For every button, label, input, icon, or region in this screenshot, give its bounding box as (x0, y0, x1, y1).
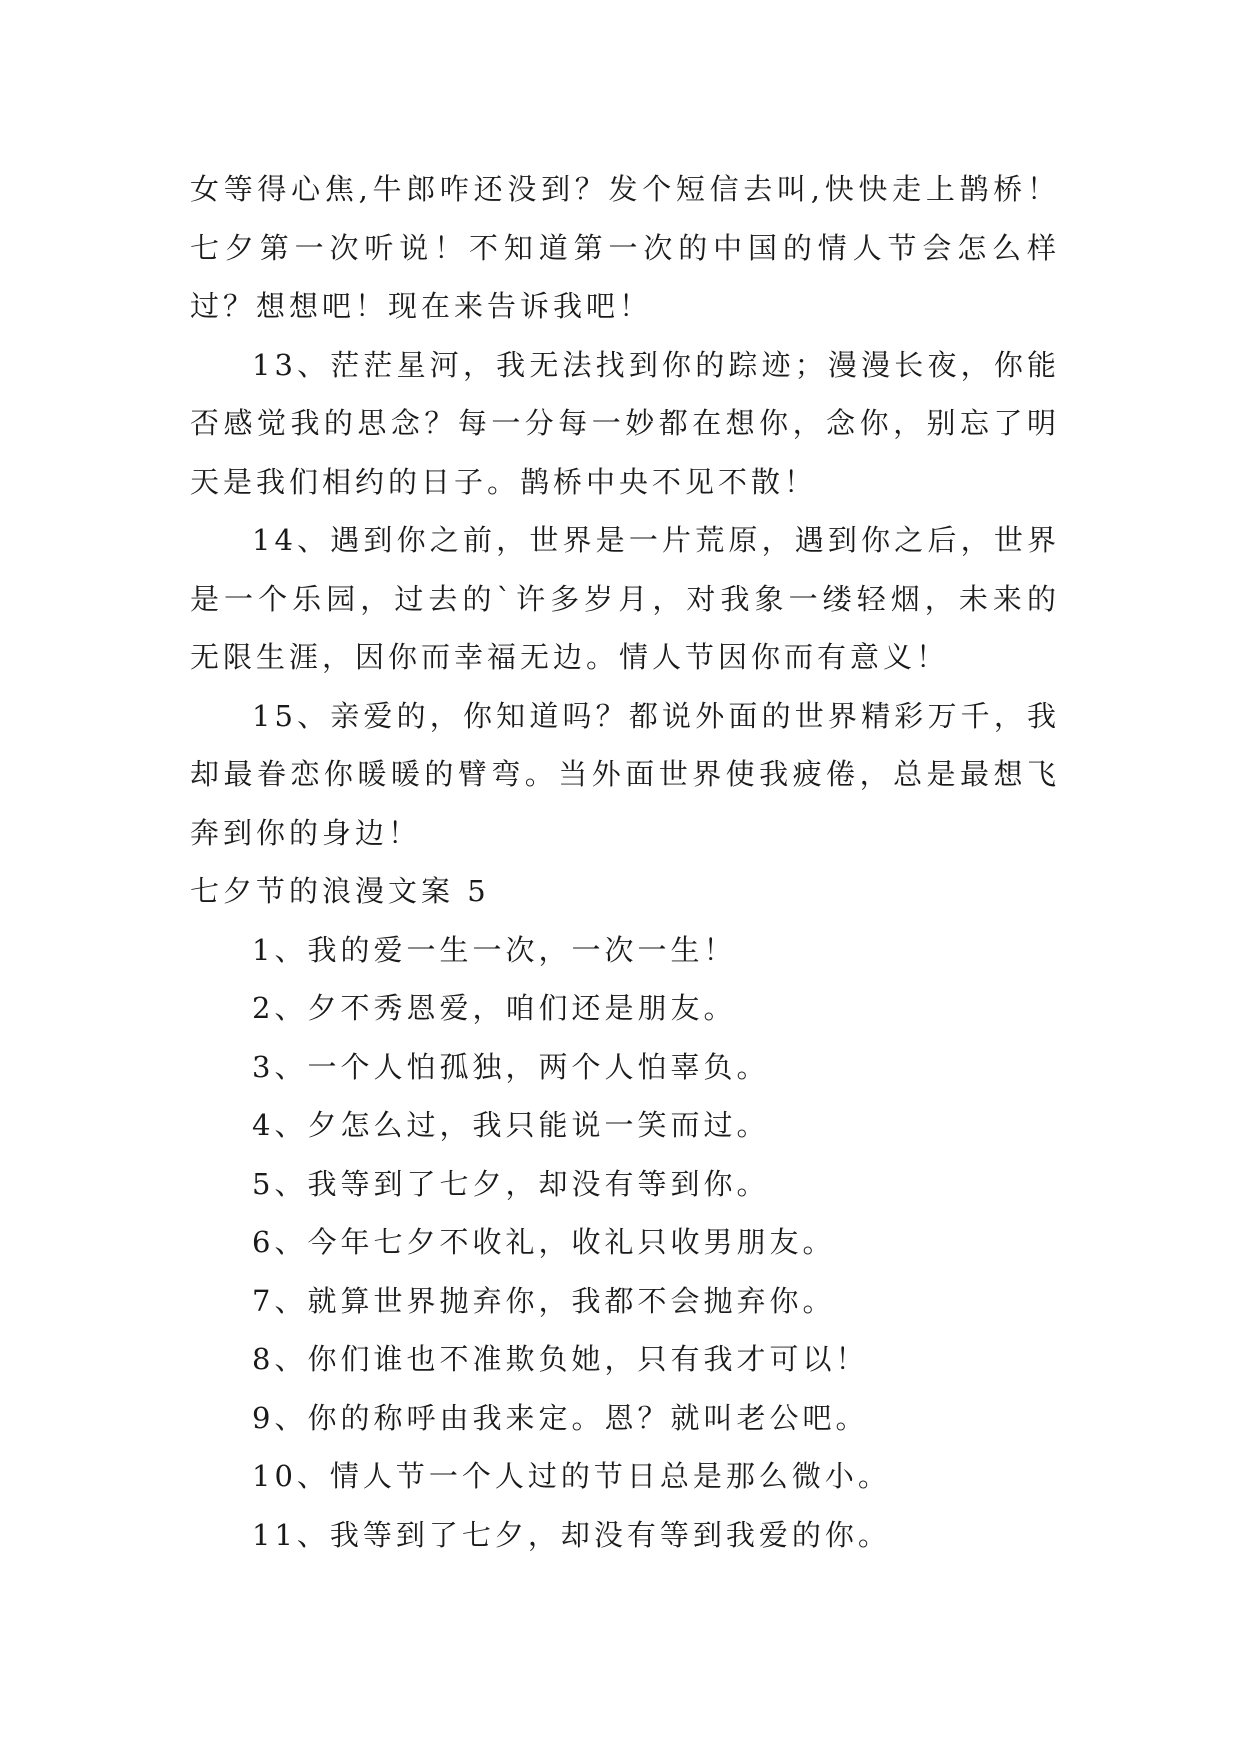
list-item-3: 3、一个人怕孤独，两个人怕辜负。 (252, 1049, 770, 1084)
paragraph-item-13: 13、茫茫星河，我无法找到你的踪迹；漫漫长夜，你能否感觉我的思念？每一分每一妙都在想你，念你，别忘了明天是我们相约的日子。鹊桥中央不见不散！ (190, 347, 1060, 499)
paragraph-item-15: 15、亲爱的，你知道吗？都说外面的世界精彩万千，我却最眷恋你暖暖的臂弯。当外面世界使我疲倦，总是最想飞奔到你的身边！ (190, 698, 1060, 850)
list-item-9: 9、你的称呼由我来定。恩？就叫老公吧。 (252, 1400, 869, 1435)
list-item-7: 7、就算世界抛弃你，我都不会抛弃你。 (252, 1283, 836, 1318)
list-item-2: 2、夕不秀恩爱，咱们还是朋友。 (252, 991, 737, 1025)
list-item-10: 10、情人节一个人过的节日总是那么微小。 (252, 1459, 891, 1493)
list-item-5: 5、我等到了七夕，却没有等到你。 (252, 1166, 770, 1201)
section-heading: 七夕节的浪漫文案 5 (190, 874, 490, 908)
document-body (190, 160, 1060, 1564)
paragraph-continuation: 女等得心焦,牛郎咋还没到？发个短信去叫,快快走上鹊桥！七夕第一次听说！不知道第一次的中国的情人节会怎么样过？想想吧！现在来告诉我吧！ (190, 172, 1060, 323)
list-item-6: 6、今年七夕不收礼，收礼只收男朋友。 (252, 1225, 836, 1259)
paragraph-item-14: 14、遇到你之前，世界是一片荒原，遇到你之后，世界是一个乐园，过去的`许多岁月，对我象一缕轻烟，未来的无限生涯，因你而幸福无边。情人节因你而有意义！ (190, 523, 1060, 674)
list-item-4: 4、夕怎么过，我只能说一笑而过。 (252, 1108, 770, 1142)
list-item-1: 1、我的爱一生一次，一次一生！ (252, 932, 737, 967)
list-item-8: 8、你们谁也不准欺负她，只有我才可以！ (252, 1342, 869, 1376)
list-item-11: 11、我等到了七夕，却没有等到我爱的你。 (252, 1517, 891, 1552)
